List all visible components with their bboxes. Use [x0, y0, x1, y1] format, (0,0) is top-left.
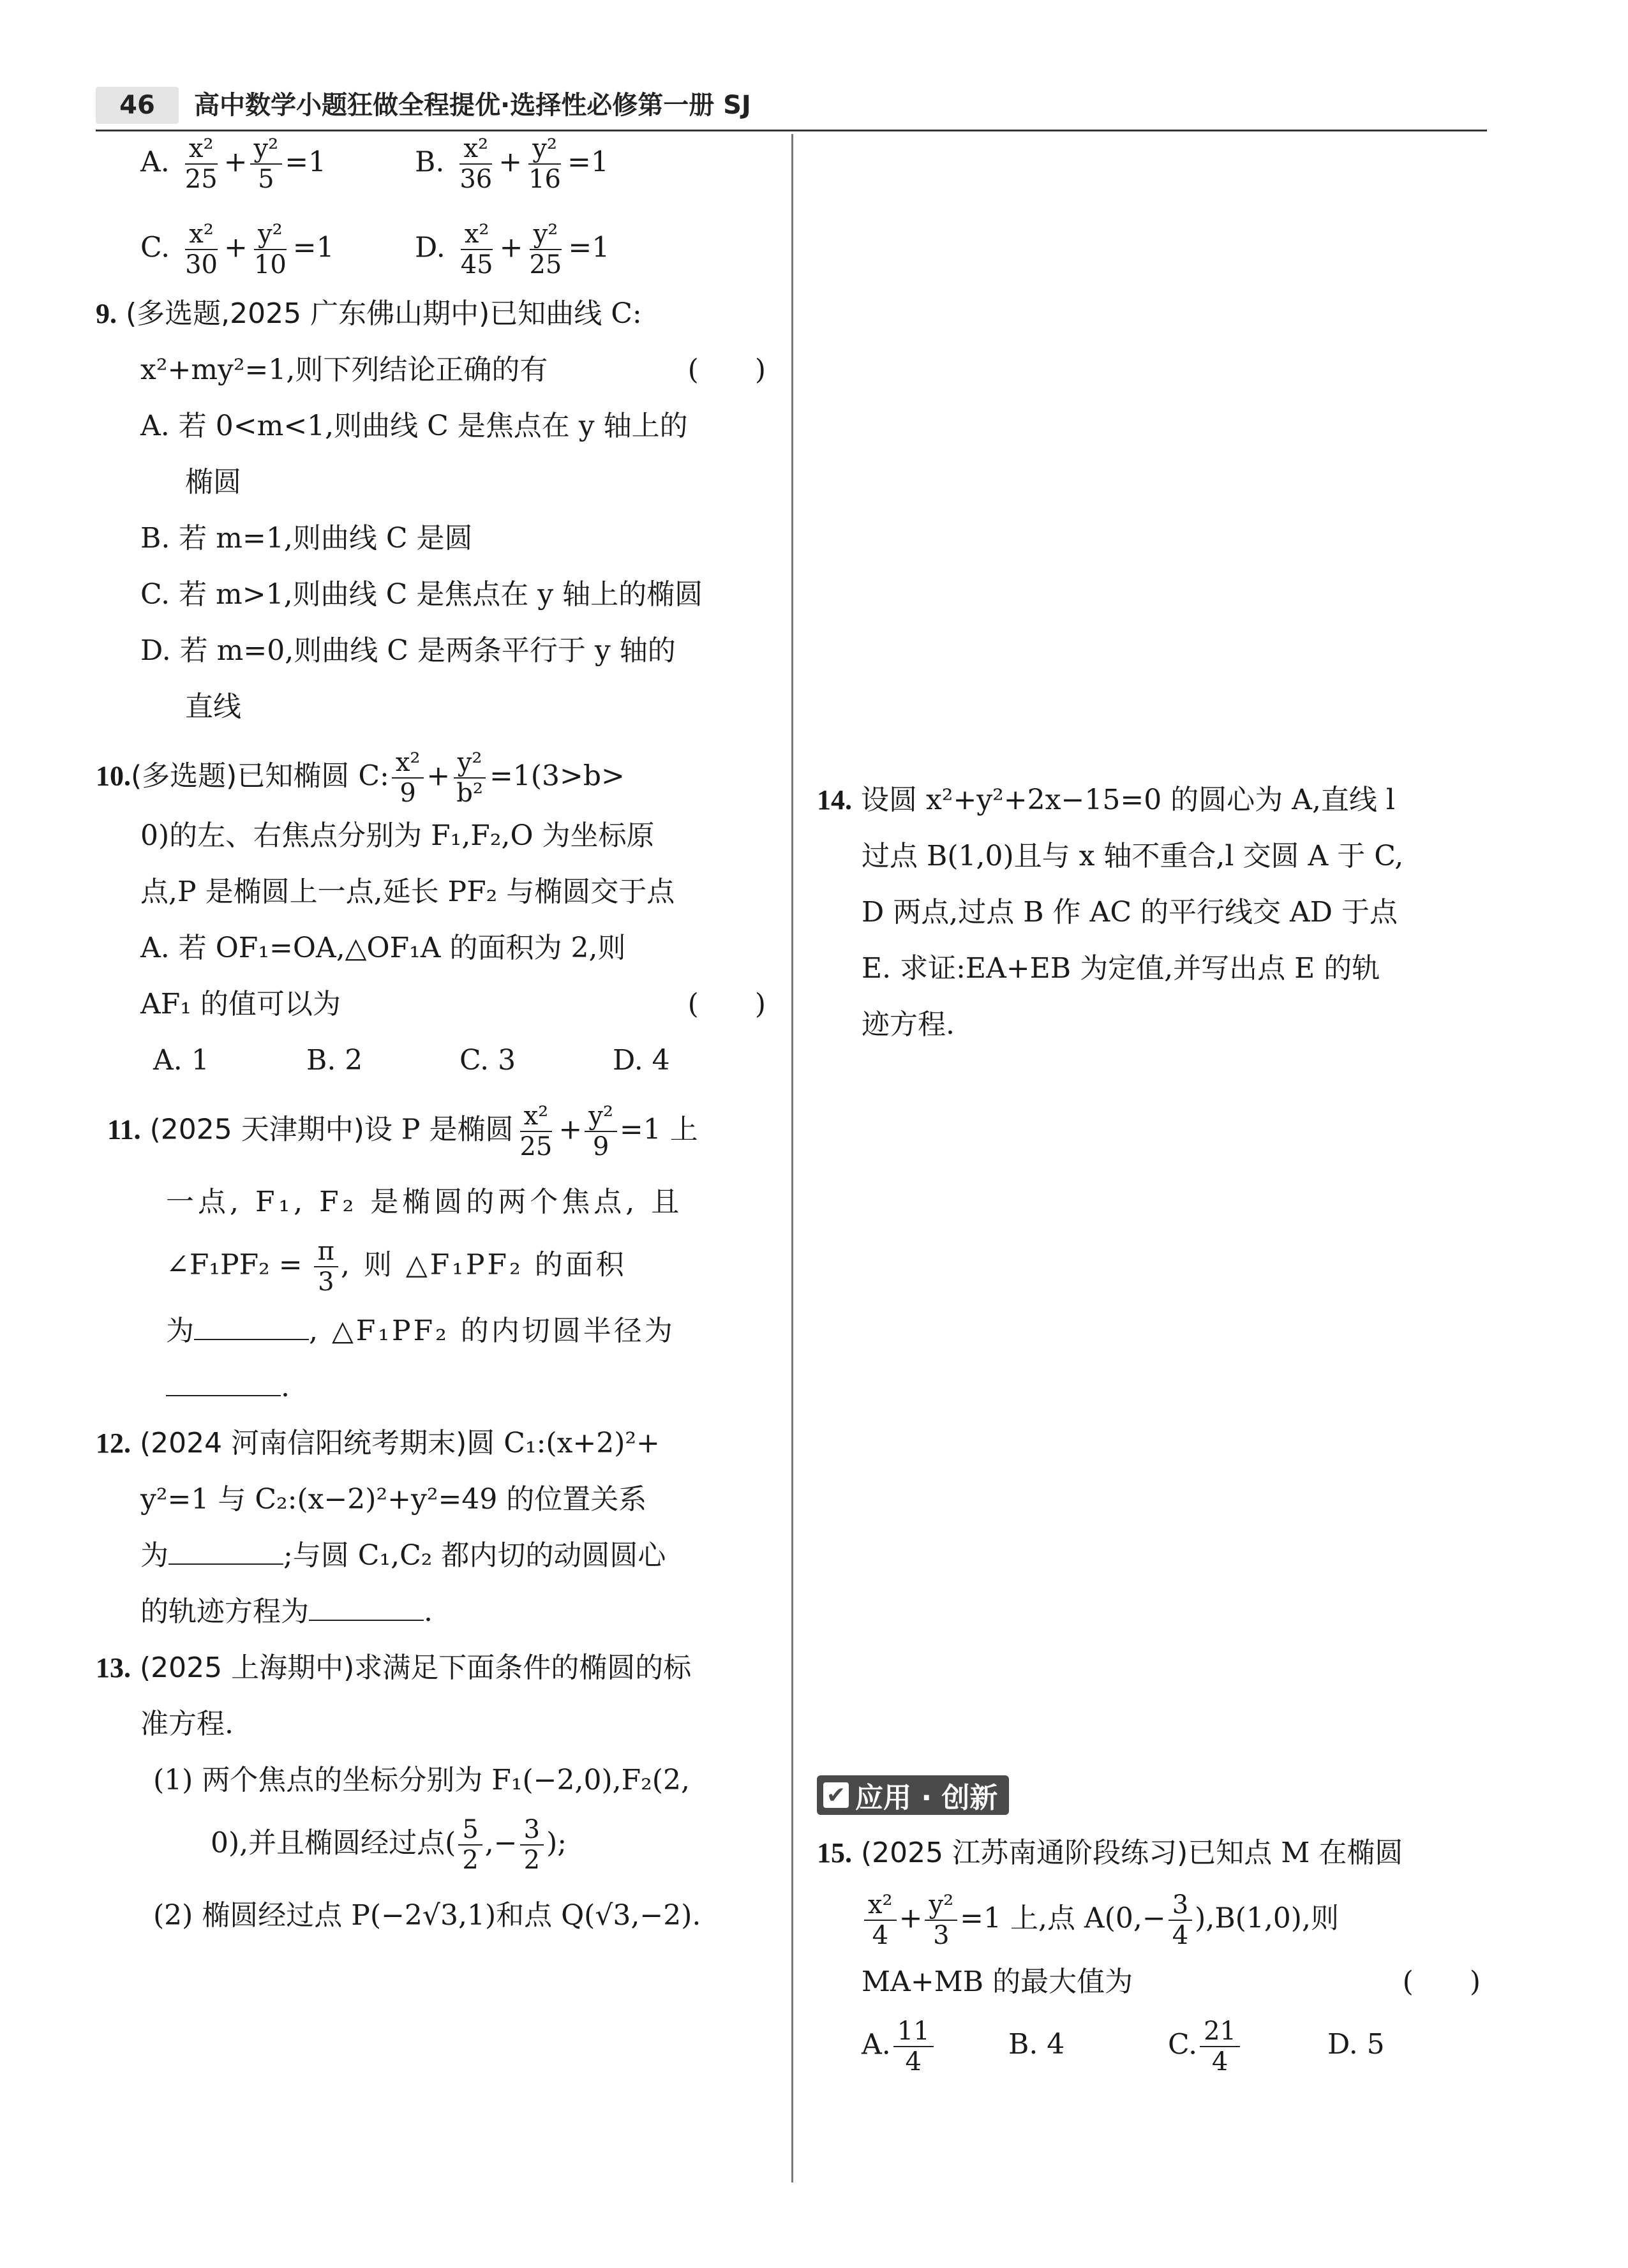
option-a: A. 若 0<m<1,则曲线 C 是焦点在 y 轴上的	[140, 410, 688, 442]
option-d-cont: 直线	[185, 690, 241, 723]
option-a: A. 1	[153, 1044, 209, 1077]
fraction: $\frac{\text{y²}}{10}$	[253, 220, 287, 280]
question-15: 15. (2025 江苏南通阶段练习)已知点 M 在椭圆 $\frac{\text{x²}}{4}$ + $\frac{\text{y²}}{3}$ =1 上,点 A(0,− $\frac{3}{4}$ ),B(1,0),则 MA+MB 的最大值为 ( ) A. $\frac{11}{4}$ B. 4 C. $\frac{21}{4}$ D. 5	[817, 1825, 1487, 2077]
fraction: $\frac{\text{x²}}{25}$	[184, 134, 218, 194]
check-icon: ✔	[823, 1782, 849, 1808]
fraction: $\frac{\text{y²}}{16}$	[528, 134, 562, 194]
option-b: B. 4	[1008, 2028, 1065, 2061]
option-c: C. 3	[459, 1044, 516, 1077]
page-number: 46	[96, 87, 179, 124]
q8-options-row-2	[96, 220, 772, 280]
question-number: 14.	[817, 784, 852, 816]
fraction: $\frac{3}{4}$	[1169, 1890, 1192, 1950]
section-title: 应用 · 创新	[855, 1782, 998, 1814]
q8-option-a: A. $\frac{\text{x²}}{25}$ + $\frac{\text{y²}}{5}$ =1	[140, 134, 327, 194]
fraction: $\frac{\text{x²}}{9}$	[392, 748, 424, 808]
option-a: A. $\frac{11}{4}$	[862, 2017, 1008, 2077]
question-10: 10.(多选题)已知椭圆 C: $\frac{\text{x²}}{9}$ + $\frac{\text{y²}}{\text{b²}}$ =1(3>b> 0)的左、右焦点分别为 F₁,F₂,O 为坐标原 点,P 是椭圆上一点,延长 PF₂ 与椭圆交于点 A. 若 OF₁=OA,△OF₁A 的面积为 2,则 AF₁ 的值可以为 ( ) A. 1 B. 2 C. 3 D. 4	[96, 748, 772, 1089]
option-c: C. $\frac{21}{4}$	[1168, 2017, 1327, 2077]
question-number: 12.	[96, 1428, 131, 1459]
q8-options-row-1	[96, 134, 772, 194]
question-number: 15.	[817, 1837, 852, 1869]
question-tag: (2025 江苏南通阶段练习)	[861, 1837, 1188, 1869]
option-a-cont: 椭圆	[185, 466, 241, 498]
fraction: $\frac{\text{x²}}{25}$	[519, 1101, 553, 1161]
fraction: $\frac{3}{2}$	[520, 1815, 544, 1875]
question-9: 9. (多选题,2025 广东佛山期中)已知曲线 C: x²+my²=1,则下列结论正确的有 ( ) A. 若 0<m<1,则曲线 C 是焦点在 y 轴上的 椭圆 B. 若 m=1,则曲线 C 是圆 C. 若 m>1,则曲线 C 是焦点在 y 轴上的椭圆 D. 若 m=0,则曲线 C 是两条平行于 y 轴的 直线	[96, 286, 772, 735]
option-b: B. 2	[306, 1044, 363, 1077]
option-d: D. 4	[613, 1044, 670, 1077]
answer-paren: ( )	[1402, 1966, 1481, 1998]
fraction: $\frac{\text{x²}}{45}$	[460, 220, 493, 280]
fraction: $\frac{\text{x²}}{36}$	[459, 134, 493, 194]
answer-blank[interactable]	[194, 1313, 309, 1340]
fraction: $\frac{\text{y²}}{25}$	[529, 220, 562, 280]
column-divider	[791, 134, 793, 2182]
question-tag: (2025 天津期中)	[149, 1113, 364, 1146]
answer-blank[interactable]	[166, 1369, 281, 1396]
question-number: 9.	[96, 298, 117, 329]
fraction: $\frac{\text{y²}}{\text{b²}}$	[452, 748, 487, 808]
fraction: $\frac{21}{4}$	[1200, 2017, 1240, 2077]
question-tag: (多选题)	[131, 759, 237, 793]
option-d: D. 若 m=0,则曲线 C 是两条平行于 y 轴的	[140, 634, 676, 667]
question-13: 13. (2025 上海期中)求满足下面条件的椭圆的标 准方程. (1) 两个焦点的坐标分别为 F₁(−2,0),F₂(2, 0),并且椭圆经过点( $\frac{5}{2}$ ,− $\frac{3}{2}$ ); (2) 椭圆经过点 P(−2√3,1)和点 Q(√3,−2).	[96, 1652, 701, 1932]
question-12: 12. (2024 河南信阳统考期末)圆 C₁:(x+2)²+ y²=1 与 C₂:(x−2)²+y²=49 的位置关系 为 ;与圆 C₁,C₂ 都内切的动圆圆心 的轨迹方程为 .	[96, 1427, 666, 1628]
q15-options	[817, 2017, 1487, 2077]
left-column	[96, 134, 772, 1944]
fraction: $\frac{\text{y²}}{9}$	[585, 1101, 617, 1161]
question-tag: (多选题,2025 广东佛山期中)	[126, 297, 490, 330]
fraction: $\frac{\text{y²}}{5}$	[250, 134, 283, 194]
header-divider	[96, 130, 1487, 131]
q8-option-b: B. $\frac{\text{x²}}{36}$ + $\frac{\text{y²}}{16}$ =1	[415, 134, 609, 194]
question-number: 13.	[96, 1652, 131, 1683]
book-title: 高中数学小题狂做全程提优·选择性必修第一册 SJ	[194, 91, 751, 120]
q8-option-d: D. $\frac{\text{x²}}{45}$ + $\frac{\text{y²}}{25}$ =1	[415, 220, 610, 280]
option-c: C. 若 m>1,则曲线 C 是焦点在 y 轴上的椭圆	[140, 578, 703, 611]
option-b: B. 若 m=1,则曲线 C 是圆	[140, 522, 473, 555]
question-11: 11. (2025 天津期中)设 P 是椭圆 $\frac{\text{x²}}{25}$ + $\frac{\text{y²}}{9}$ =1 上 一点, F₁, F₂ 是椭圆的两个焦点, 且 ∠F₁PF₂ = $\frac{\pi}{3}$ , 则 △F₁PF₂ 的面积 为 , △F₁PF₂ 的内切圆半径为 .	[107, 1101, 698, 1403]
fraction: $\frac{\pi}{3}$	[314, 1237, 338, 1297]
question-14: 14. 设圆 x²+y²+2x−15=0 的圆心为 A,直线 l 过点 B(1,0)且与 x 轴不重合,l 交圆 A 于 C, D 两点,过点 B 作 AC 的平行线交 AD 于点 E. 求证:EA+EB 为定值,并写出点 E 的轨 迹方程.	[817, 784, 1404, 1041]
right-column-q14	[817, 772, 1487, 1053]
question-tag: (2025 上海期中)	[140, 1652, 355, 1684]
fraction: $\frac{5}{2}$	[458, 1815, 482, 1875]
answer-blank[interactable]	[168, 1538, 283, 1565]
answer-paren: ( )	[687, 354, 766, 386]
right-column-q15	[817, 1825, 1487, 2077]
answer-paren: ( )	[687, 988, 766, 1020]
fraction: $\frac{\text{x²}}{4}$	[864, 1890, 897, 1950]
page-header	[96, 83, 1487, 130]
section-badge	[817, 1775, 1009, 1815]
option-d: D. 5	[1327, 2028, 1385, 2061]
answer-blank[interactable]	[309, 1594, 424, 1621]
question-number: 11.	[107, 1114, 141, 1145]
fraction: $\frac{\text{y²}}{3}$	[925, 1890, 957, 1950]
fraction: $\frac{11}{4}$	[893, 2017, 934, 2077]
question-tag: (2024 河南信阳统考期末)	[140, 1427, 467, 1459]
fraction: $\frac{\text{x²}}{30}$	[185, 220, 218, 280]
q8-option-c: C. $\frac{\text{x²}}{30}$ + $\frac{\text{y²}}{10}$ =1	[140, 220, 334, 280]
question-number: 10.	[96, 760, 131, 792]
q10-options	[96, 1033, 772, 1089]
